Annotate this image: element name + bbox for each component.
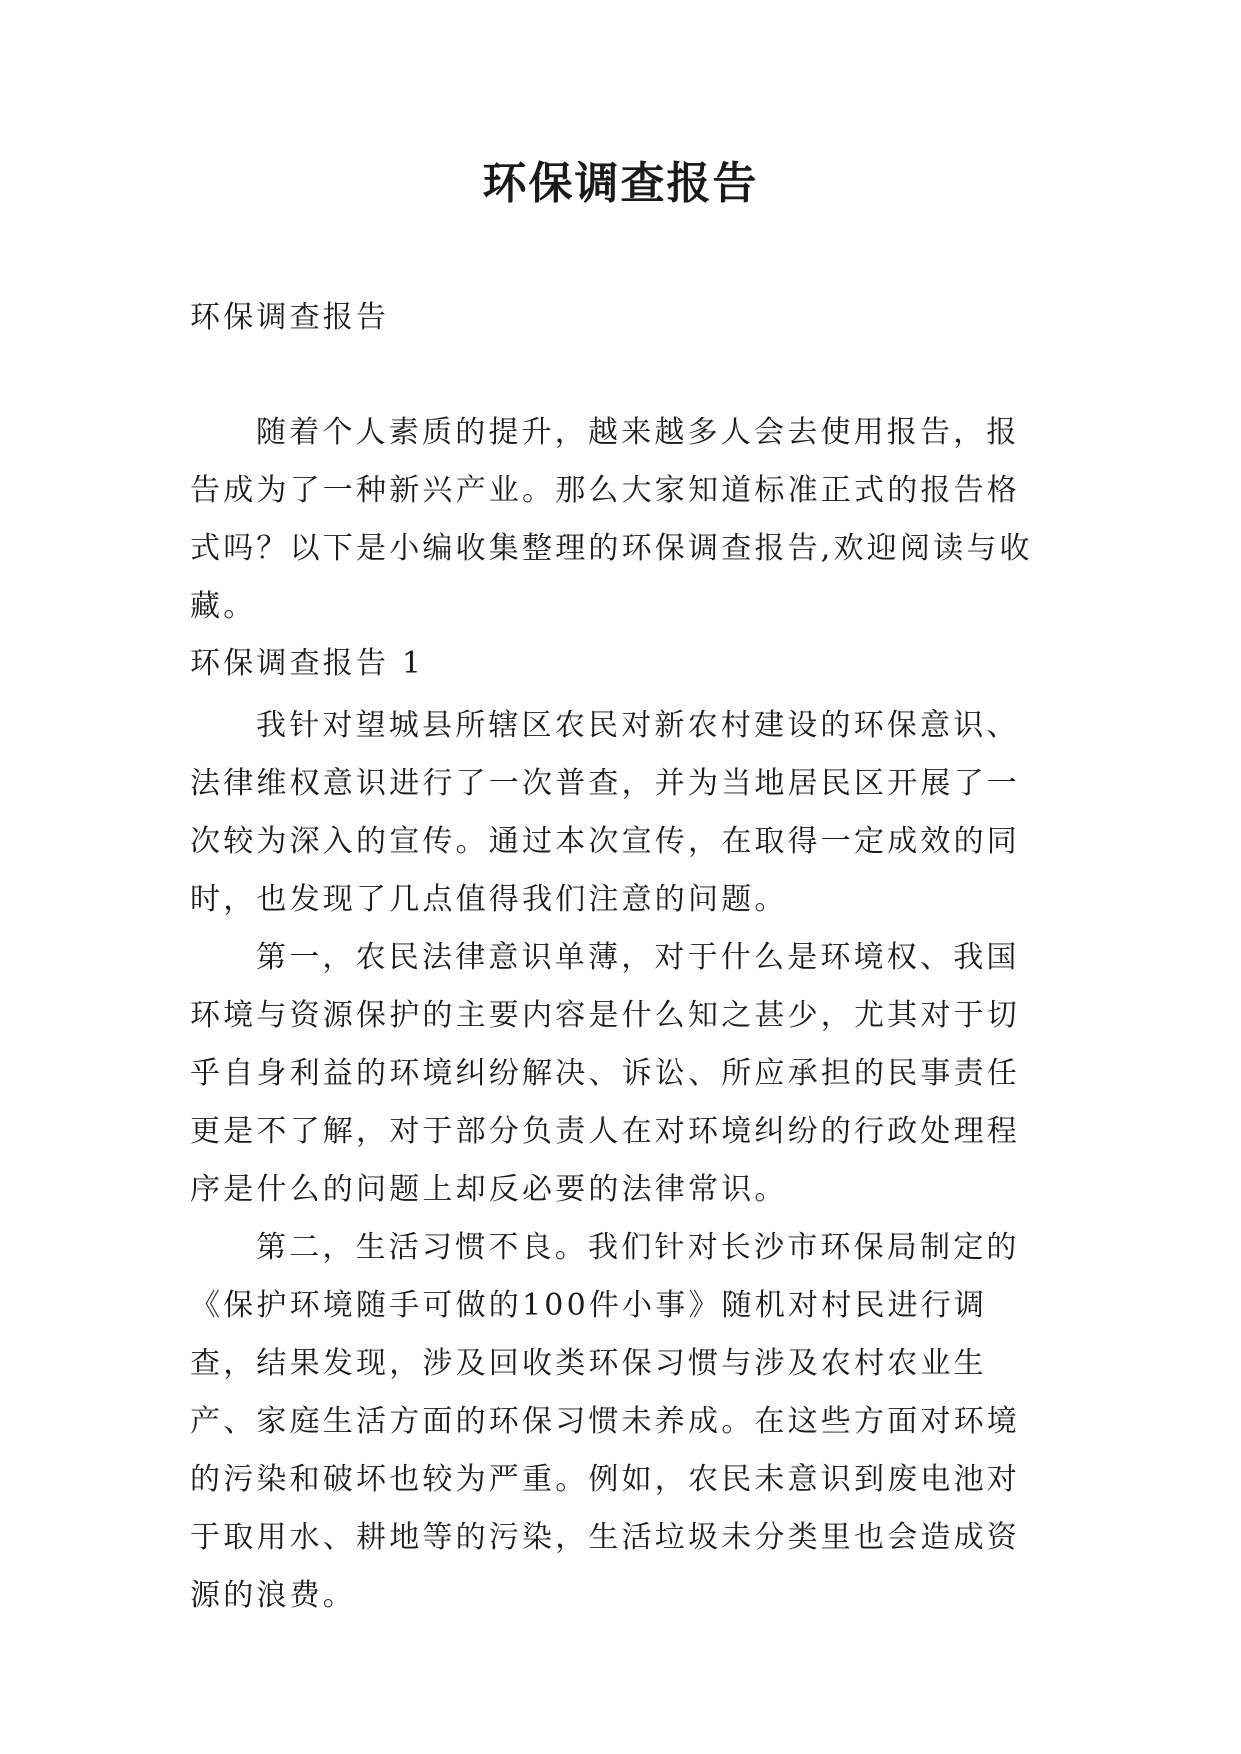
paragraph-2: 第一，农民法律意识单薄，对于什么是环境权、我国环境与资源保护的主要内容是什么知之甚少，尤其对于切乎自身利益的环境纠纷解决、诉讼、所应承担的民事责任更是不了解，对于部分负责人在对环境纠纷的行政处理程序是什么的问题上却反必要的法律常识。 [190,940,1020,1207]
document-subtitle: 环保调查报告 [190,300,390,335]
section-heading [190,644,1050,684]
section-body [190,697,1050,1625]
section-title: 环保调查报告 1 [190,646,425,681]
document-title: 环保调查报告 [482,158,759,209]
paragraph-3: 第二，生活习惯不良。我们针对长沙市环保局制定的《保护环境随手可做的100件小事》随机对村民进行调查，结果发现，涉及回收类环保习惯与涉及农村农业生产、家庭生活方面的环保习惯未养成。在这些方面对环境的污染和破坏也较为严重。例如，农民未意识到废电池对于取用水、耕地等的污染，生活垃圾未分类里也会造成资源的浪费。 [190,1230,1020,1613]
intro-paragraph: 随着个人素质的提升，越来越多人会去使用报告，报告成为了一种新兴产业。那么大家知道标准正式的报告格式吗？以下是小编收集整理的环保调查报告,欢迎阅读与收藏。 [190,415,1033,624]
paragraph-1: 我针对望城县所辖区农民对新农村建设的环保意识、法律维权意识进行了一次普查，并为当地居民区开展了一次较为深入的宣传。通过本次宣传，在取得一定成效的同时，也发现了几点值得我们注意的问题。 [190,708,1020,917]
intro-section [190,404,1050,636]
